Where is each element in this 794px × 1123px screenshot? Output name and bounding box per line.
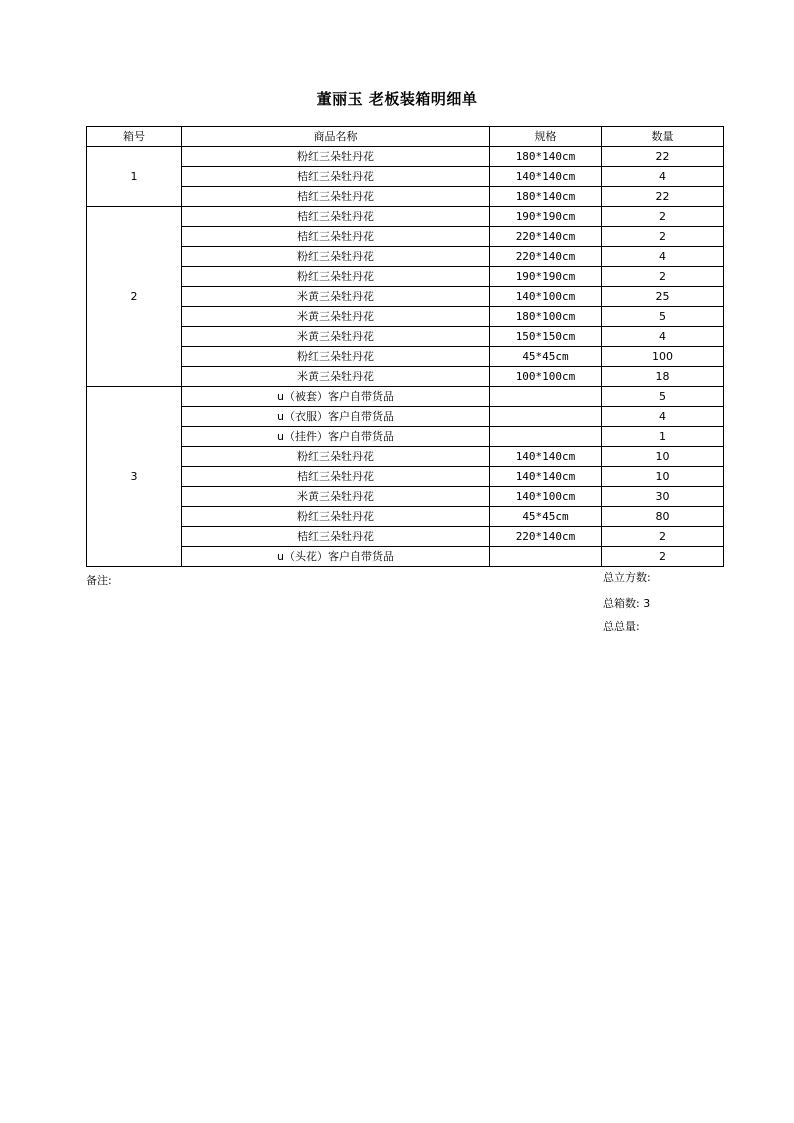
product-name-cell: 粉红三朵牡丹花 xyxy=(182,247,490,267)
quantity-cell: 2 xyxy=(602,267,724,287)
remark-label: 备注: xyxy=(86,574,112,587)
table-row xyxy=(87,187,724,207)
spec-cell xyxy=(490,407,602,427)
quantity-cell: 4 xyxy=(602,407,724,427)
quantity-cell: 22 xyxy=(602,147,724,167)
total-boxes-label: 总箱数: xyxy=(603,597,640,610)
product-name-cell: 米黄三朵牡丹花 xyxy=(182,487,490,507)
quantity-cell: 22 xyxy=(602,187,724,207)
packing-table xyxy=(86,126,724,567)
total-volume-label: 总立方数: xyxy=(603,571,651,584)
quantity-cell: 4 xyxy=(602,247,724,267)
spec-cell: 180*140cm xyxy=(490,187,602,207)
quantity-cell: 2 xyxy=(602,227,724,247)
quantity-cell: 1 xyxy=(602,427,724,447)
table-row xyxy=(87,467,724,487)
table-row xyxy=(87,427,724,447)
header-box-number: 箱号 xyxy=(87,127,182,147)
total-quantity-label: 总总量: xyxy=(603,620,640,633)
quantity-cell: 5 xyxy=(602,387,724,407)
box-number-cell: 1 xyxy=(87,147,182,207)
quantity-cell: 25 xyxy=(602,287,724,307)
spec-cell: 140*140cm xyxy=(490,167,602,187)
spec-cell: 45*45cm xyxy=(490,507,602,527)
table-row xyxy=(87,527,724,547)
spec-cell: 140*100cm xyxy=(490,287,602,307)
product-name-cell: 桔红三朵牡丹花 xyxy=(182,207,490,227)
spec-cell: 220*140cm xyxy=(490,247,602,267)
box-number-cell: 3 xyxy=(87,387,182,567)
header-spec: 规格 xyxy=(490,127,602,147)
total-boxes xyxy=(603,595,650,611)
product-name-cell: 米黄三朵牡丹花 xyxy=(182,307,490,327)
table-row xyxy=(87,307,724,327)
table-row xyxy=(87,407,724,427)
product-name-cell: u（挂件）客户自带货品 xyxy=(182,427,490,447)
quantity-cell: 30 xyxy=(602,487,724,507)
quantity-cell: 4 xyxy=(602,167,724,187)
table-header-row xyxy=(87,127,724,147)
table-row xyxy=(87,327,724,347)
spec-cell: 140*140cm xyxy=(490,447,602,467)
spec-cell: 180*100cm xyxy=(490,307,602,327)
table-row xyxy=(87,387,724,407)
product-name-cell: 桔红三朵牡丹花 xyxy=(182,527,490,547)
quantity-cell: 10 xyxy=(602,467,724,487)
quantity-cell: 2 xyxy=(602,527,724,547)
page-title: 董丽玉 老板装箱明细单 xyxy=(316,90,478,108)
product-name-cell: 桔红三朵牡丹花 xyxy=(182,187,490,207)
product-name-cell: 粉红三朵牡丹花 xyxy=(182,147,490,167)
spec-cell: 150*150cm xyxy=(490,327,602,347)
product-name-cell: 粉红三朵牡丹花 xyxy=(182,267,490,287)
spec-cell xyxy=(490,547,602,567)
quantity-cell: 80 xyxy=(602,507,724,527)
product-name-cell: u（衣服）客户自带货品 xyxy=(182,407,490,427)
spec-cell: 190*190cm xyxy=(490,267,602,287)
product-name-cell: 粉红三朵牡丹花 xyxy=(182,507,490,527)
table-row xyxy=(87,367,724,387)
table-row xyxy=(87,547,724,567)
product-name-cell: 桔红三朵牡丹花 xyxy=(182,227,490,247)
spec-cell: 140*140cm xyxy=(490,467,602,487)
product-name-cell: 粉红三朵牡丹花 xyxy=(182,447,490,467)
product-name-cell: 桔红三朵牡丹花 xyxy=(182,167,490,187)
quantity-cell: 18 xyxy=(602,367,724,387)
table-body xyxy=(87,147,724,567)
product-name-cell: 桔红三朵牡丹花 xyxy=(182,467,490,487)
spec-cell: 180*140cm xyxy=(490,147,602,167)
product-name-cell: u（被套）客户自带货品 xyxy=(182,387,490,407)
product-name-cell: 米黄三朵牡丹花 xyxy=(182,287,490,307)
spec-cell xyxy=(490,427,602,447)
table-row xyxy=(87,247,724,267)
table-row xyxy=(87,207,724,227)
spec-cell: 190*190cm xyxy=(490,207,602,227)
quantity-cell: 5 xyxy=(602,307,724,327)
product-name-cell: 米黄三朵牡丹花 xyxy=(182,367,490,387)
quantity-cell: 100 xyxy=(602,347,724,367)
quantity-cell: 2 xyxy=(602,207,724,227)
table-row xyxy=(87,507,724,527)
product-name-cell: u（头花）客户自带货品 xyxy=(182,547,490,567)
table-row xyxy=(87,347,724,367)
box-number-cell: 2 xyxy=(87,207,182,387)
spec-cell xyxy=(490,387,602,407)
table-row xyxy=(87,287,724,307)
table-row xyxy=(87,147,724,167)
spec-cell: 45*45cm xyxy=(490,347,602,367)
header-product-name: 商品名称 xyxy=(182,127,490,147)
quantity-cell: 10 xyxy=(602,447,724,467)
spec-cell: 220*140cm xyxy=(490,227,602,247)
quantity-cell: 2 xyxy=(602,547,724,567)
table-row xyxy=(87,227,724,247)
table-row xyxy=(87,167,724,187)
product-name-cell: 粉红三朵牡丹花 xyxy=(182,347,490,367)
spec-cell: 100*100cm xyxy=(490,367,602,387)
spec-cell: 140*100cm xyxy=(490,487,602,507)
table-row xyxy=(87,267,724,287)
table-row xyxy=(87,447,724,467)
product-name-cell: 米黄三朵牡丹花 xyxy=(182,327,490,347)
quantity-cell: 4 xyxy=(602,327,724,347)
total-boxes-value: 3 xyxy=(643,597,651,610)
table-row xyxy=(87,487,724,507)
spec-cell: 220*140cm xyxy=(490,527,602,547)
header-quantity: 数量 xyxy=(602,127,724,147)
